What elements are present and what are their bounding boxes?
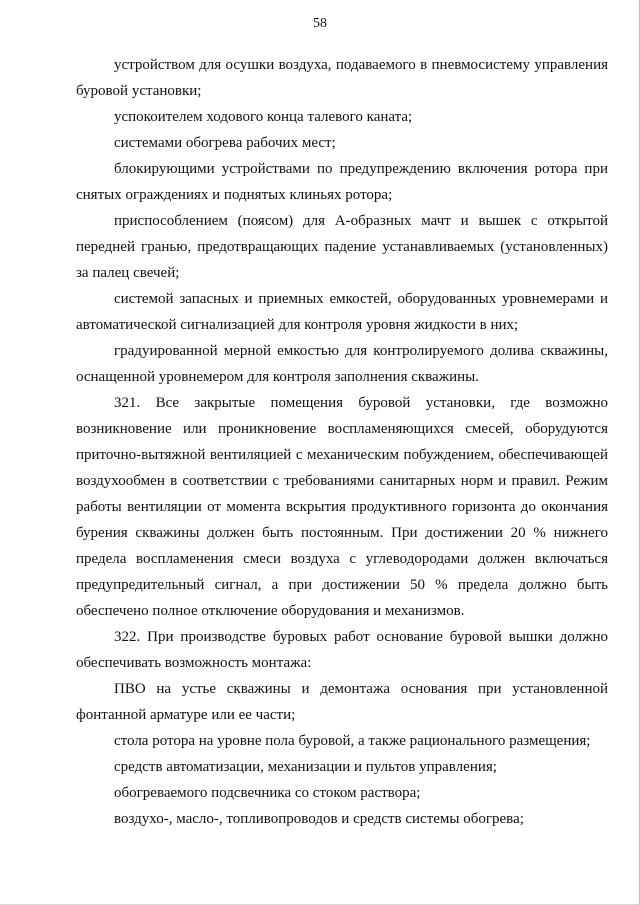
paragraph-blocking-devices: блокирующими устройствами по предупреждению включения ротора при снятых ограждениях и поднятых клиньях ротора; [76,161,608,203]
paragraph-rope-damper: успокоителем ходового конца талевого каната; [114,109,413,125]
paragraph-mast-belt: приспособлением (поясом) для А-образных мачт и вышек с открытой передней гранью, предотвращающих падение устанавливаемых (установленных) за палец свечей; [76,213,608,281]
paragraph-tank-system: системой запасных и приемных емкостей, оборудованных уровнемерами и автоматической сигнализацией для контроля уровня жидкости в них; [76,291,608,333]
paragraph-bop-mounting: ПВО на устье скважины и демонтажа основания при установленной фонтанной арматуре или ее части; [76,681,608,723]
paragraph-automation: средств автоматизации, механизации и пультов управления; [114,759,497,775]
paragraph-dryer-device: устройством для осушки воздуха, подаваемого в пневмосистему управления буровой установки; [76,57,608,99]
paragraph-321-ventilation: 321. Все закрытые помещения буровой установки, где возможно возникновение или проникновение воспламеняющихся смесей, оборудуются приточно-вытяжной вентиляцией с механическим побуждением, обеспечивающей воздухообмен в соответствии с требованиями санитарных норм и правил. Режим работы вентиляции от момента вскрытия продуктивного горизонта до окончания бурения скважины должен быть постоянным. При достижении 20 % нижнего предела воспламенения смеси воздуха с углеводородами должен включаться предупредительный сигнал, а при достижении 50 % предела должно быть обеспечено полное отключение оборудования и механизмов. [76,395,608,619]
paragraph-pipelines: воздухо-, масло-, топливопроводов и средств системы обогрева; [114,811,524,827]
paragraph-measuring-tank: градуированной мерной емкостью для контролируемого долива скважины, оснащенной уровнемером для контроля заполнения скважины. [76,343,608,385]
document-body [76,52,608,832]
page-number: 58 [313,16,327,31]
paragraph-rotor-table: стола ротора на уровне пола буровой, а также рационального размещения; [114,733,591,749]
paragraph-322-foundation: 322. При производстве буровых работ основание буровой вышки должно обеспечивать возможность монтажа: [76,629,608,671]
paragraph-heating-systems: системами обогрева рабочих мест; [114,135,336,151]
paragraph-heated-stand: обогреваемого подсвечника со стоком раствора; [114,785,421,801]
